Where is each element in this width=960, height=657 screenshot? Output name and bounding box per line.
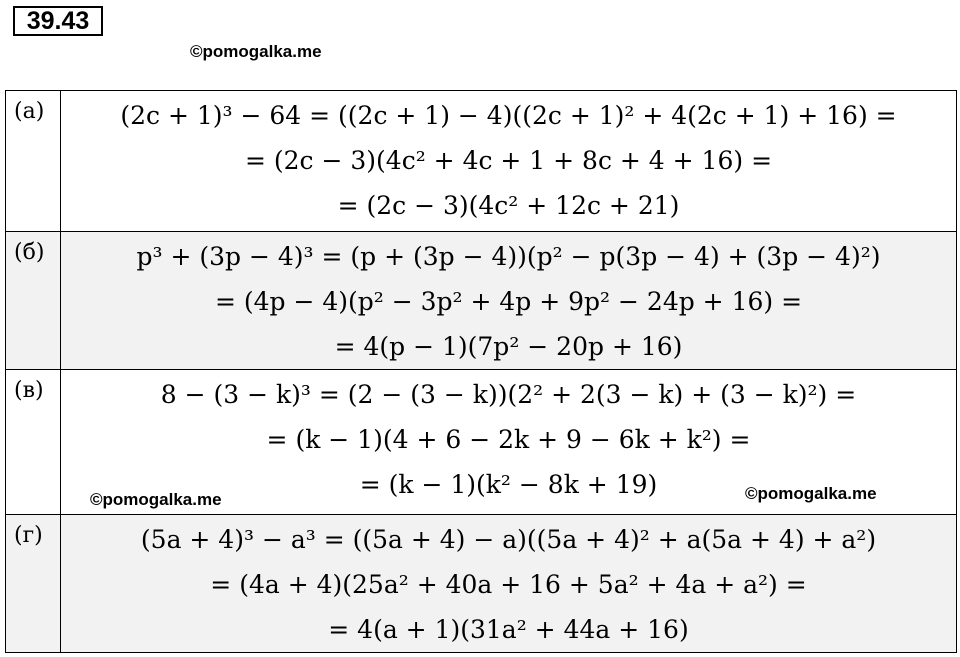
equation-line: = (2c − 3)(4c² + 4c + 1 + 8c + 4 + 16) = bbox=[244, 146, 773, 175]
equation-line: = 4(a + 1)(31a² + 44a + 16) bbox=[328, 615, 689, 644]
equation-line: = (k − 1)(k² − 8k + 19) bbox=[359, 470, 658, 499]
equation-line: (2c + 1)³ − 64 = ((2c + 1) − 4)((2c + 1)² + 4(2c + 1) + 16) = bbox=[120, 101, 897, 130]
solution-work bbox=[61, 91, 957, 232]
problem-number: 39.43 bbox=[13, 6, 103, 36]
solution-row-b bbox=[6, 232, 957, 370]
watermark-left: ©pomogalka.me bbox=[90, 490, 222, 509]
row-label: (г) bbox=[6, 515, 61, 653]
equation-line: = (4p − 4)(p² − 3p² + 4p + 9p² − 24p + 16) = bbox=[214, 287, 803, 316]
equation-line: = (2c − 3)(4c² + 12c + 21) bbox=[337, 191, 680, 220]
watermark-top: ©pomogalka.me bbox=[190, 42, 322, 61]
row-label: (б) bbox=[6, 232, 61, 370]
equation-line: p³ + (3p − 4)³ = (p + (3p − 4))(p² − p(3p − 4) + (3p − 4)²) bbox=[136, 242, 881, 271]
equation-line: 8 − (3 − k)³ = (2 − (3 − k))(2² + 2(3 − k) + (3 − k)²) = bbox=[160, 380, 857, 409]
watermark-right: ©pomogalka.me bbox=[745, 484, 877, 503]
equation-line: (5a + 4)³ − a³ = ((5a + 4) − a)((5a + 4)² + a(5a + 4) + a²) bbox=[140, 525, 877, 554]
solution-work bbox=[61, 232, 957, 370]
equation-line: = (4a + 4)(25a² + 40a + 16 + 5a² + 4a + a²) = bbox=[210, 570, 807, 599]
equation-line: = (k − 1)(4 + 6 − 2k + 9 − 6k + k²) = bbox=[266, 425, 751, 454]
row-label: (в) bbox=[6, 370, 61, 515]
solutions-table bbox=[5, 90, 957, 653]
solution-row-a bbox=[6, 91, 957, 232]
equation-line: = 4(p − 1)(7p² − 20p + 16) bbox=[334, 332, 683, 361]
row-label: (а) bbox=[6, 91, 61, 232]
solution-row-d bbox=[6, 515, 957, 653]
solution-work bbox=[61, 515, 957, 653]
